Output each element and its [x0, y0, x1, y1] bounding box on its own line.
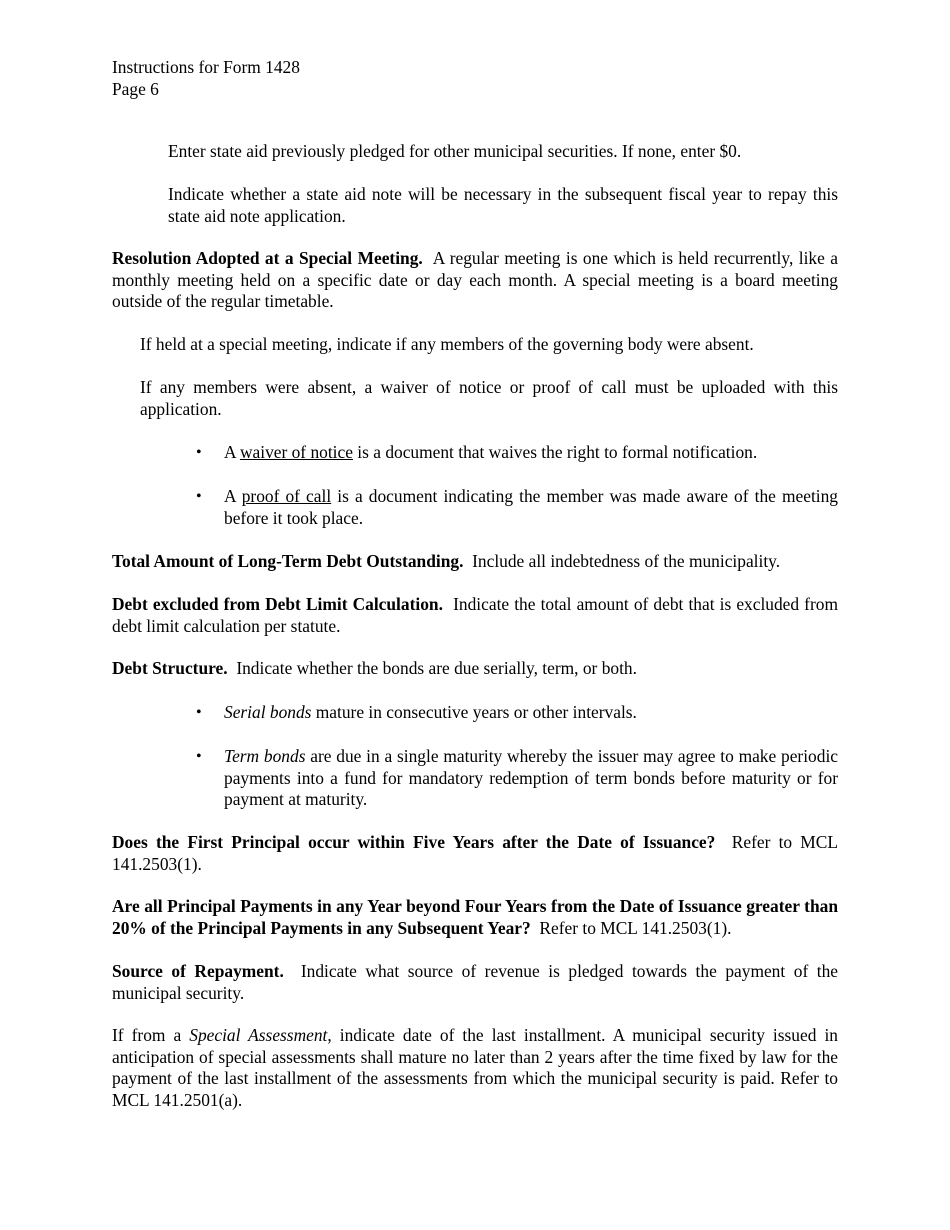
- bullet-icon: •: [196, 704, 202, 721]
- bullet-icon: •: [196, 444, 202, 461]
- debt-structure-text: Indicate whether the bonds are due serially, term, or both.: [236, 658, 637, 678]
- list-item: [196, 746, 838, 811]
- debt-structure-section: [112, 658, 838, 680]
- special-assessment-paragraph: If from a Special Assessment, indicate date of the last installment. A municipal security issued in anticipation of special assessments shall mature no later than 2 years after the time fixed by law for the payment of the last installment of the assessments from which the municipal security is paid. Refer to MCL 141.2501(a).: [112, 1025, 838, 1110]
- resolution-text: A regular meeting is one which is held recurrently, like a monthly meeting held on a specific date or day each month. A special meeting is a board meeting outside of the regular timetable.: [112, 248, 838, 312]
- source-repayment-heading: Source of Repayment.: [112, 961, 284, 981]
- first-principal-section: [112, 832, 838, 875]
- first-principal-text: Refer to MCL 141.2503(1).: [112, 832, 838, 874]
- first-principal-heading: Does the First Principal occur within Five Years after the Date of Issuance?: [112, 832, 716, 852]
- total-debt-text: Include all indebtedness of the municipality.: [472, 551, 781, 571]
- proof-of-call-term: proof of call: [241, 486, 332, 506]
- serial-bonds-bullet-text: Serial bonds mature in consecutive years or other intervals.: [224, 702, 637, 722]
- principal-payments-text: Refer to MCL 141.2503(1).: [539, 917, 732, 938]
- debt-structure-heading: Debt Structure.: [112, 658, 228, 678]
- source-repayment-section: [112, 961, 838, 1004]
- page-header: [112, 57, 512, 100]
- absent-members-paragraph: If held at a special meeting, indicate if any members of the governing body were absent.: [140, 334, 754, 354]
- term-bonds-term: Term bonds: [224, 746, 306, 766]
- total-debt-heading: Total Amount of Long-Term Debt Outstanding.: [112, 551, 464, 571]
- debt-excluded-heading: Debt excluded from Debt Limit Calculation.: [112, 594, 443, 614]
- page-number: Page 6: [112, 78, 159, 99]
- bullet-icon: •: [196, 748, 202, 765]
- principal-payments-section: [112, 896, 838, 939]
- serial-bonds-term: Serial bonds: [224, 702, 312, 722]
- resolution-heading: Resolution Adopted at a Special Meeting.: [112, 248, 423, 268]
- term-bonds-bullet-text: Term bonds are due in a single maturity whereby the issuer may agree to make periodic payments into a fund for mandatory redemption of term bonds before maturity or for payment at maturity.: [224, 746, 838, 810]
- total-debt-section: [112, 551, 838, 573]
- form-title: Instructions for Form 1428: [112, 57, 300, 77]
- debt-excluded-section: [112, 594, 838, 637]
- debt-excluded-text: Indicate the total amount of debt that is excluded from debt limit calculation per statute.: [112, 594, 838, 636]
- source-repayment-text: Indicate what source of revenue is pledged towards the payment of the municipal security.: [112, 961, 839, 1003]
- list-item: [196, 702, 838, 724]
- list-item: [196, 442, 838, 464]
- waiver-bullet-text: A waiver of notice is a document that waives the right to formal notification.: [224, 442, 758, 462]
- state-aid-note-paragraph: Indicate whether a state aid note will be necessary in the subsequent fiscal year to repay this state aid note application.: [168, 184, 838, 226]
- list-item: [196, 486, 838, 529]
- waiver-upload-paragraph: If any members were absent, a waiver of notice or proof of call must be uploaded with this application.: [140, 377, 838, 419]
- proof-bullet-text: A proof of call is a document indicating the member was made aware of the meeting before it took place.: [224, 486, 838, 528]
- special-assessment-term: Special Assessment: [189, 1025, 328, 1045]
- state-aid-pledged-paragraph: Enter state aid previously pledged for other municipal securities. If none, enter $0.: [168, 141, 742, 161]
- bullet-icon: •: [196, 488, 202, 505]
- waiver-of-notice-term: waiver of notice: [239, 442, 353, 462]
- principal-payments-heading: Are all Principal Payments in any Year beyond Four Years from the Date of Issuance greater than 20% of the Principal Payments in any Subsequent Year?: [112, 896, 838, 938]
- resolution-section: [112, 248, 838, 313]
